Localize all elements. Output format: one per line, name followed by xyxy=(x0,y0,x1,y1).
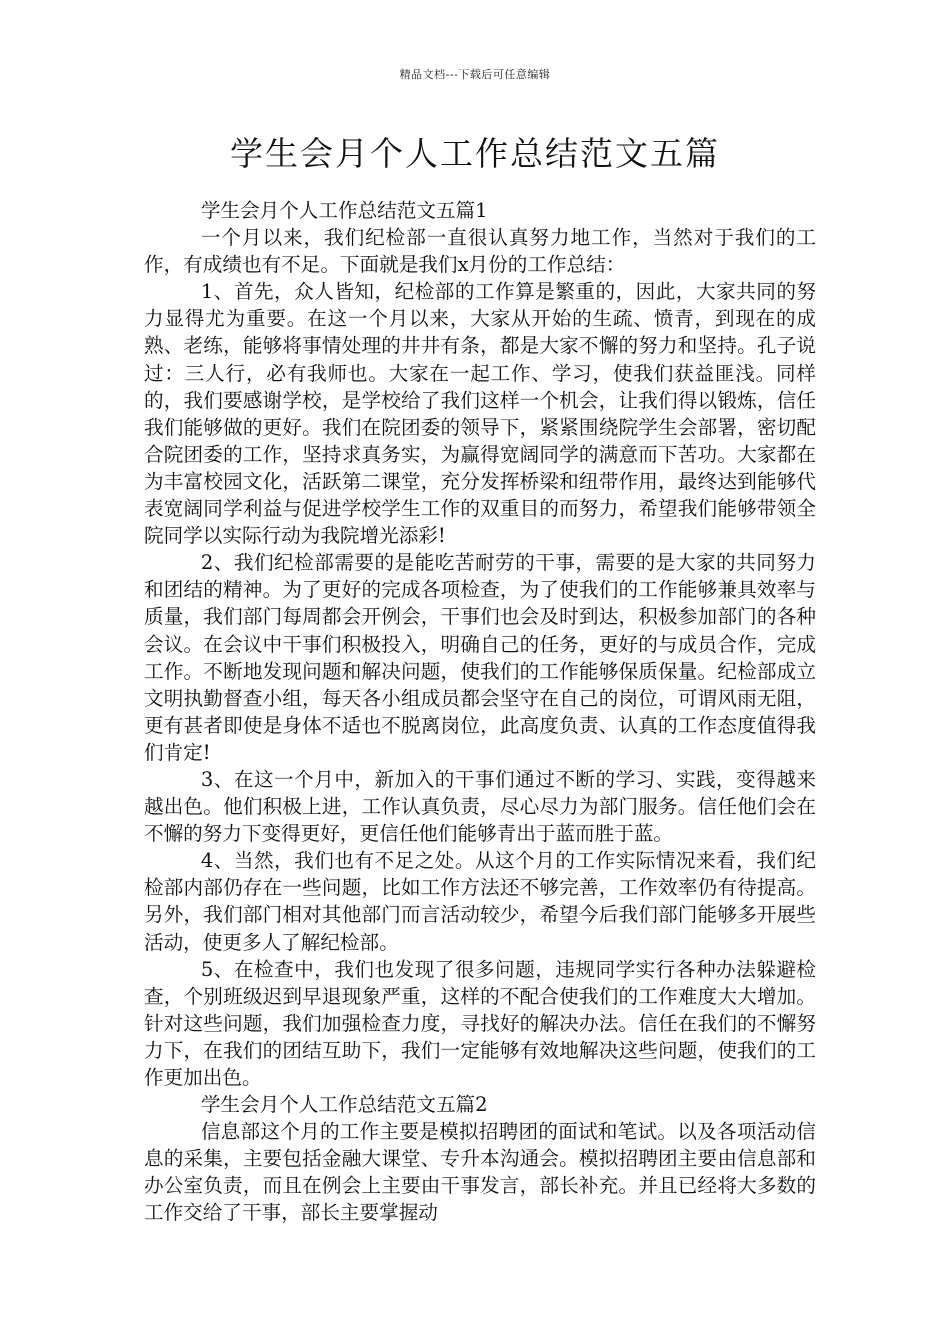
paragraph: 3、在这一个月中，新加入的干事们通过不断的学习、实践，变得越来越出色。他们积极上进，工作认真负责，尽心尽力为部门服务。信任他们会在不懈的努力下变得更好，更信任他们能够青出于蓝而胜于蓝。 xyxy=(144,767,816,846)
paragraph: 5、在检查中，我们也发现了很多问题，违规同学实行各种办法躲避检查，个别班级迟到早退现象严重，这样的不配合使我们的工作难度大大增加。针对这些问题，我们加强检查力度，寻找好的解决办法。信任在我们的不懈努力下，在我们的团结互助下，我们一定能够有效地解决这些问题，使我们的工作更加出色。 xyxy=(144,957,816,1089)
section-heading: 学生会月个人工作总结范文五篇1 xyxy=(200,199,488,222)
paragraph: 2、我们纪检部需要的是能吃苦耐劳的干事，需要的是大家的共同努力和团结的精神。为了更好的完成各项检查，为了使我们的工作能够兼具效率与质量，我们部门每周都会开例会，干事们也会及时到达，积极参加部门的各种会议。在会议中干事们积极投入，明确自己的任务，更好的与成员合作，完成工作。不断地发现问题和解决问题，使我们的工作能够保质保量。纪检部成立文明执勤督查小组，每天各小组成员都会坚守在自己的岗位，可谓风雨无阻，更有甚者即使是身体不适也不脱离岗位，此高度负责、认真的工作态度值得我们肯定! xyxy=(144,551,816,764)
document-body xyxy=(144,197,816,1227)
section-heading: 学生会月个人工作总结范文五篇2 xyxy=(200,1093,488,1117)
paragraph: 信息部这个月的工作主要是模拟招聘团的面试和笔试。以及各项活动信息的采集，主要包括金融大课堂、专升本沟通会。模拟招聘团主要由信息部和办公室负责，而且在例会上主要由干事发言，部长补充。并且已经将大多数的工作交给了干事，部长主要掌握动 xyxy=(144,1120,816,1225)
paragraph: 1、首先，众人皆知，纪检部的工作算是繁重的，因此，大家共同的努力显得尤为重要。在这一个月以来，大家从开始的生疏、愤青，到现在的成熟、老练，能够将事情处理的井井有条，都是大家不懈的努力和坚持。孔子说过：三人行，必有我师也。大家在一起工作、学习，使我们获益匪浅。同样的，我们要感谢学校，是学校给了我们这样一个机会，让我们得以锻炼，信任我们能够做的更好。我们在院团委的领导下，紧紧围绕院学生会部署，密切配合院团委的工作，坚持求真务实，为赢得宽阔同学的满意而下苦功。大家都在为丰富校园文化，活跃第二课堂，充分发挥桥梁和纽带作用，最终达到能够代表宽阔同学利益与促进学校学生工作的双重目的而努力，希望我们能够带领全院同学以实际行动为我院增光添彩! xyxy=(144,280,816,548)
document-title: 学生会月个人工作总结范文五篇 xyxy=(230,134,720,173)
page-header: 精品文档---下载后可任意编辑 xyxy=(399,68,551,81)
paragraph: 一个月以来，我们纪检部一直很认真努力地工作，当然对于我们的工作，有成绩也有不足。下面就是我们x月份的工作总结： xyxy=(144,226,816,277)
paragraph: 4、当然，我们也有不足之处。从这个月的工作实际情况来看，我们纪检部内部仍存在一些问题，比如工作方法还不够完善，工作效率仍有待提高。另外，我们部门相对其他部门而言活动较少，希望今后我们部门能够多开展些活动，使更多人了解纪检部。 xyxy=(144,849,816,954)
